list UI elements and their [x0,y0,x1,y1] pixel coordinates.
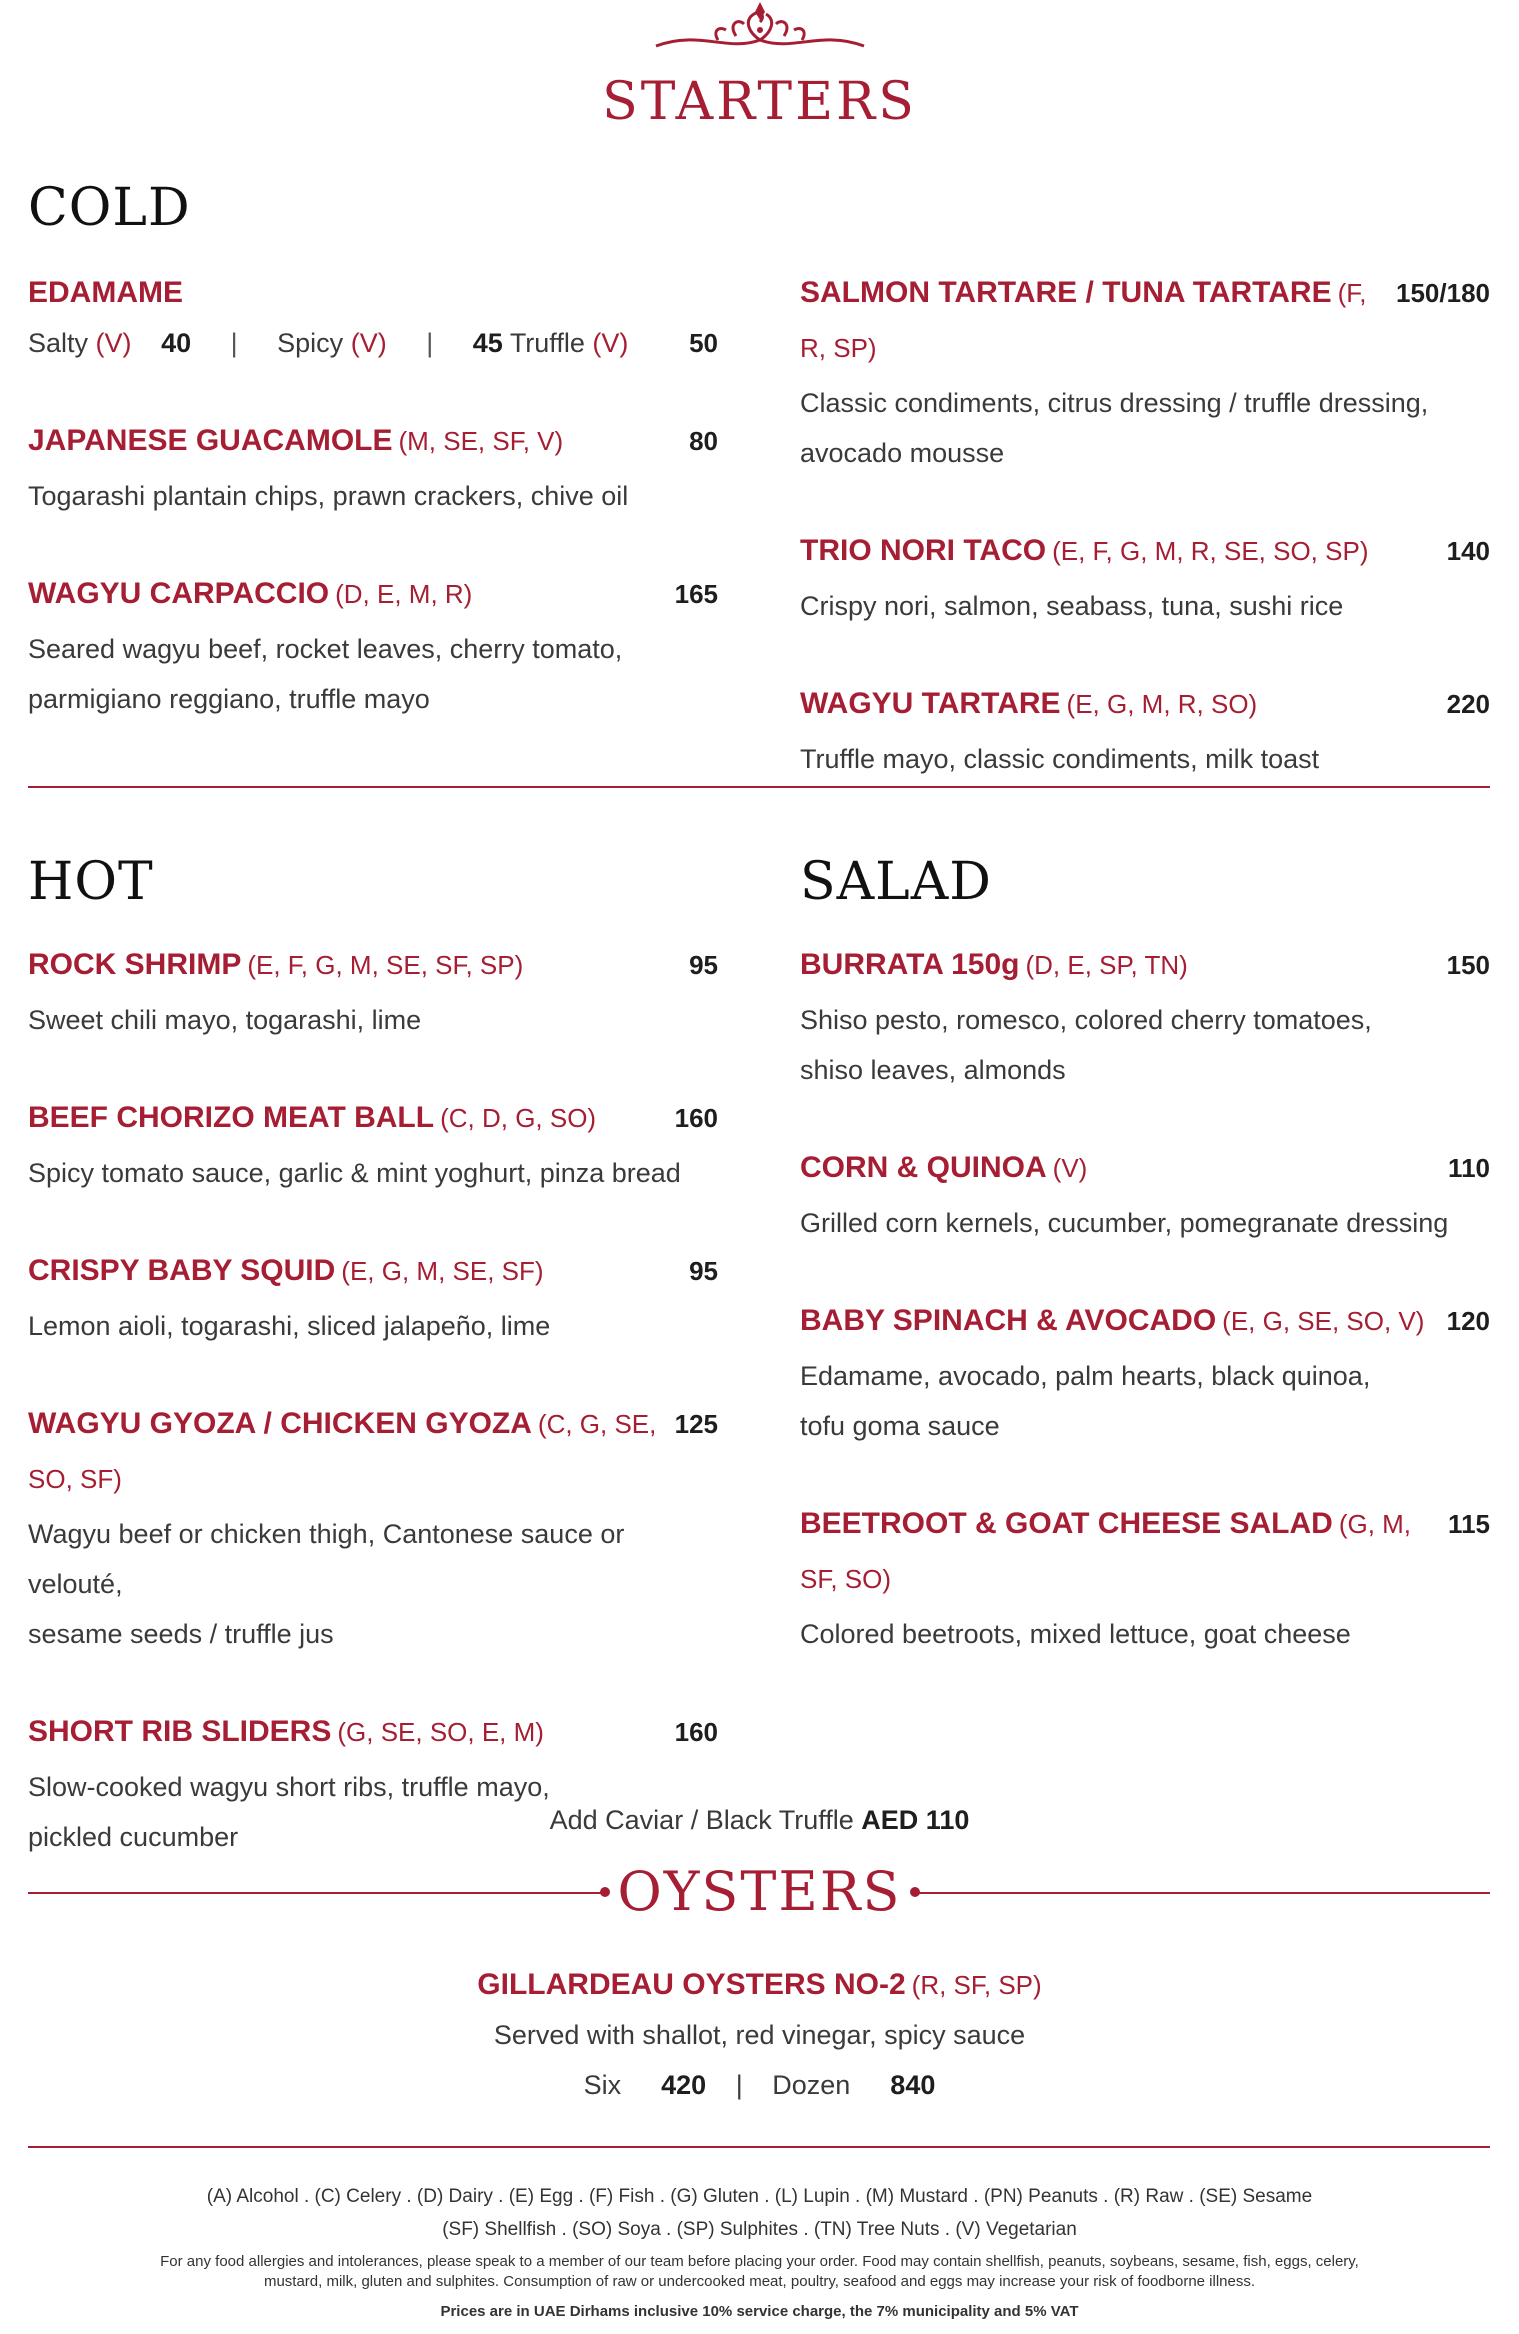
item-description: Spicy tomato sauce, garlic & mint yoghurt, pinza bread [28,1158,681,1188]
prices-note: Prices are in UAE Dirhams inclusive 10% service charge, the 7% municipality and 5% VAT [440,2303,1079,2320]
allergens: (C, G, SE, SO, SF) [28,1409,657,1494]
section-title-oysters: OYSTERS [617,1860,902,1923]
allergens: (G, M, SF, SO) [800,1509,1412,1594]
allergens: (E, F, G, M, R, SE, SO, SP) [1052,536,1369,566]
item-name: CORN & QUINOA [800,1151,1047,1184]
page-title: STARTERS [602,72,917,132]
price: 150/180 [1396,278,1490,308]
item-name: BURRATA 150g [800,948,1020,981]
price-six: 420 [661,2070,707,2100]
allergens: (R, SF, SP) [911,1970,1042,2000]
menu-item [800,679,1490,784]
item-description: Grilled corn kernels, cucumber, pomegranate dressing [800,1208,1449,1238]
section-title-hot: HOT [28,852,154,912]
price: 160 [674,1103,718,1133]
item-name: TRIO NORI TACO [800,534,1047,567]
item-description: Sweet chili mayo, togarashi, lime [28,1005,422,1035]
item-name: EDAMAME [28,276,183,309]
price: 45 [472,328,503,358]
price: 150 [1446,950,1490,980]
item-name: WAGYU CARPACCIO [28,577,330,610]
allergens: (E, F, G, M, SE, SF, SP) [247,950,524,980]
menu-item [28,1246,718,1351]
menu-item [28,569,718,724]
divider [28,2146,1490,2148]
price: 80 [689,426,718,456]
allergy-disclaimer: For any food allergies and intolerances, please speak to a member of our team before placing your order. Food may contain shellfish, peanuts, soybeans, sesame, fish, eggs, celery, mustard, milk, gluten and sulphites. Consumption of raw or undercooked meat, poultry, seafood and eggs may increase your risk of foodborne illness. [160,2253,1359,2290]
item-description: pickled cucumber [28,1822,239,1852]
allergens: (D, E, M, R) [335,579,473,609]
menu-item [800,940,1490,1095]
price: 125 [674,1409,718,1439]
item-name: BEEF CHORIZO MEAT BALL [28,1101,435,1134]
menu-item [800,1143,1490,1248]
allergens: (E, G, SE, SO, V) [1222,1306,1425,1336]
price: 160 [674,1717,718,1747]
item-name: BEETROOT & GOAT CHEESE SALAD [800,1507,1333,1540]
allergens: (E, G, M, SE, SF) [341,1256,544,1286]
fleur-ornament-icon [648,0,872,56]
price: 95 [689,950,718,980]
item-name: ROCK SHRIMP [28,948,242,981]
allergen-legend: (A) Alcohol . (C) Celery . (D) Dairy . (E) Egg . (F) Fish . (G) Gluten . (L) Lupin . (M) Mustard . (PN) Peanuts . (R) Raw . (SE) Sesame (SF) Shellfish . (SO) Soya . (SP) Sulphites . (TN) Tree Nuts . (V) Vegetarian [206,2186,1313,2240]
menu-item [800,526,1490,631]
salad-column [800,940,1490,1707]
caviar-price: AED 110 [861,1805,970,1835]
item-name: BABY SPINACH & AVOCADO [800,1304,1217,1337]
item-description: Seared wagyu beef, rocket leaves, cherry tomato, [28,634,623,664]
item-description: Crispy nori, salmon, seabass, tuna, sushi rice [800,591,1344,621]
allergens: (G, SE, SO, E, M) [337,1717,544,1747]
item-description: sesame seeds / truffle jus [28,1619,334,1649]
caviar-addon: Add Caviar / Black Truffle AED 110 [549,1805,970,1835]
option-spicy: Spicy [277,328,344,358]
option-truffle: Truffle [509,328,585,358]
oyster-prices: Six 420 | Dozen 840 [583,2070,936,2100]
hot-column [28,940,718,1910]
menu-item-edamame [28,268,718,368]
menu-item [800,1296,1490,1451]
price: 110 [1448,1153,1490,1183]
cold-right-column [800,268,1490,832]
allergens: (C, D, G, SO) [440,1103,597,1133]
item-description: Colored beetroots, mixed lettuce, goat cheese [800,1619,1351,1649]
item-name: GILLARDEAU OYSTERS NO-2 [477,1968,906,2001]
divider [28,786,1490,788]
menu-item [800,268,1490,478]
item-description: Slow-cooked wagyu short ribs, truffle mayo, [28,1772,550,1802]
price: 95 [689,1256,718,1286]
edamame-options: Salty (V) 40 | Spicy (V) | 45 Truffle (V) 50 [28,318,718,368]
menu-item [28,940,718,1045]
item-description: Classic condiments, citrus dressing / truffle dressing, [800,388,1429,418]
item-name: CRISPY BABY SQUID [28,1254,336,1287]
allergens: (M, SE, SF, V) [398,426,564,456]
menu-item [28,1399,718,1659]
allergens: (D, E, SP, TN) [1025,950,1188,980]
menu-item-oysters [0,1960,1519,2110]
allergens: (E, G, M, R, SO) [1066,689,1258,719]
item-description: parmigiano reggiano, truffle mayo [28,684,430,714]
item-name: SALMON TARTARE / TUNA TARTARE [800,276,1332,309]
option-salty: Salty [28,328,89,358]
price: 140 [1446,536,1490,566]
item-name: WAGYU GYOZA / CHICKEN GYOZA [28,1407,532,1440]
item-description: tofu goma sauce [800,1411,1000,1441]
menu-item [28,1093,718,1198]
price: 40 [161,328,192,358]
item-description: shiso leaves, almonds [800,1055,1066,1085]
page-header [0,0,1519,130]
menu-item [28,1707,718,1862]
item-description: Lemon aioli, togarashi, sliced jalapeño, lime [28,1311,551,1341]
item-description: Edamame, avocado, palm hearts, black quinoa, [800,1361,1371,1391]
menu-item [28,416,718,521]
price: 115 [1448,1509,1490,1539]
item-name: SHORT RIB SLIDERS [28,1715,332,1748]
allergens: (F, R, SP) [800,278,1367,363]
cold-left-column [28,268,718,772]
item-name: JAPANESE GUACAMOLE [28,424,393,457]
price: 165 [674,579,718,609]
item-description: Truffle mayo, classic condiments, milk toast [800,744,1320,774]
price: 50 [689,328,718,358]
section-title-salad: SALAD [800,852,992,912]
price: 120 [1446,1306,1490,1336]
allergens: (V) [1052,1153,1088,1183]
item-description: avocado mousse [800,438,1005,468]
item-description: Shiso pesto, romesco, colored cherry tomatoes, [800,1005,1372,1035]
price: 220 [1446,689,1490,719]
price-dozen: 840 [890,2070,936,2100]
item-description: Wagyu beef or chicken thigh, Cantonese sauce or velouté, [28,1519,625,1599]
menu-item [800,1499,1490,1659]
item-description: Served with shallot, red vinegar, spicy sauce [493,2020,1026,2050]
section-title-cold: COLD [28,178,191,238]
item-description: Togarashi plantain chips, prawn crackers, chive oil [28,481,629,511]
item-name: WAGYU TARTARE [800,687,1061,720]
